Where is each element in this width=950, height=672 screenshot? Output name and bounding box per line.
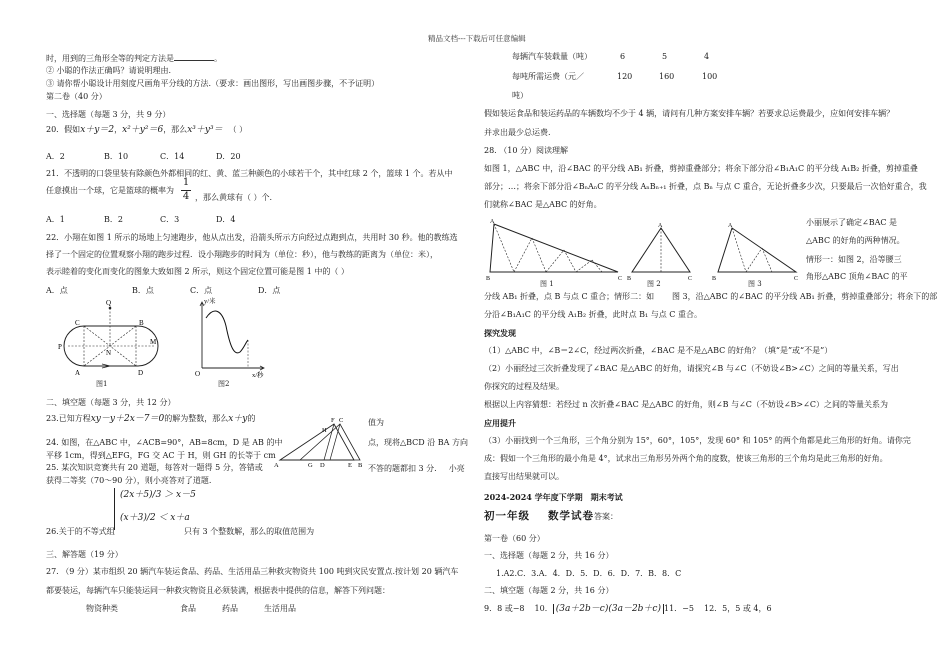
question-22-line-3: 表示睦着的变化而变化的图象大致如图 2 所示，则这个固定位置可能是图 1 中的（ ） (46, 267, 349, 276)
exam-year: 2024-2024 学年度下学期 期末考试 (484, 492, 623, 502)
fold1-label-b: B (486, 276, 491, 282)
fold1-label-a: A (490, 219, 495, 225)
text-line: 你探究的过程及结果。 (484, 382, 564, 391)
math-expr: x＋y＝2 (80, 125, 115, 135)
fig1-label-m: M (150, 338, 157, 346)
text-line: ③ 请你帮小聪设计用刻度尺画角平分线的方法.（要求：画出图形，写出画图步骤，不予证明） (46, 79, 380, 88)
text-span: 。 (214, 54, 222, 63)
table-header-cell: 物资种类 (86, 604, 118, 613)
table-cell: 5 (662, 52, 668, 61)
fig2-xlabel: x/秒 (252, 372, 264, 379)
figure-1-caption: 图1 (96, 380, 108, 388)
answer-10-label: 10． (534, 604, 553, 613)
text-span: 小亮 (448, 464, 465, 473)
text-line: 分沿∠B₁A₁C 的平分线 A₁B₂ 折叠，此时点 B₁ 与点 C 重合。 (484, 310, 702, 319)
text-line: ② 小聪的作法正确吗？请说明理由. (46, 66, 172, 75)
fig3-label-c: C (339, 417, 344, 424)
table-cell: 每辆汽车装载量（吨） (512, 52, 592, 61)
text-line: 们就称∠BAC 是△ABC 的好角。 (484, 200, 602, 209)
question-22-line-1: 22．小翔在如图 1 所示的场地上匀速跑步，他从点出发，沿箭头所示方向经过点跑到点，共用时 30 秒。他的教练选 (46, 233, 458, 242)
answer-9: 9．8 或−8 (484, 604, 525, 613)
side-text: 情形一：如图 2，沿等腰三 (806, 255, 902, 264)
question-25-right (368, 464, 465, 474)
fold2-label-c: C (688, 276, 693, 282)
text-line: 如图 1，△ABC 中，沿∠BAC 的平分线 AB₁ 折叠，剪掉重叠部分；将余下部分沿∠B₁A₁C 的平分线 A₁B₂ 折叠，剪掉重叠 (484, 164, 918, 173)
option: A．2 (46, 152, 65, 161)
text-line: 根据以上内容猜想：若经过 n 次折叠∠BAC 是△ABC 的好角，则∠B 与∠C（不妨设∠B>∠C）之间的等量关系为 (484, 400, 888, 409)
exam-title-answers: 答案： (594, 512, 618, 521)
table-header-cell: 食品 (180, 604, 196, 613)
subsection-heading: 应用提升 (484, 418, 516, 428)
fig1-label-p: P (58, 343, 62, 351)
question-28-heading: 28. （10 分）阅读理解 (484, 146, 568, 155)
question-25-line-1: 25. 某次知识竞赛共有 20 道题，每答对一题得 5 分，答错或 (46, 463, 263, 472)
fold3-label-a: A (728, 223, 733, 229)
fold-figure-caption: 图 2 (647, 280, 661, 288)
fig2-ylabel: y/米 (204, 298, 216, 305)
fig1-label-q: Q (106, 299, 112, 307)
option: D．20 (216, 152, 241, 161)
text-span: 任意摸出一个球，它是篮球的概率为 (46, 186, 174, 195)
fig3-label-e: E (348, 462, 352, 469)
text-line: （3）小丽找到一个三角形，三个角分别为 15°，60°，105°，发现 60° 和 105° 的两个角都是此三角形的好角。请你完 (484, 436, 911, 445)
table-header-cell: 生活用品 (264, 604, 296, 613)
option: B．10 (104, 152, 129, 161)
option: C．点 (190, 286, 213, 295)
table-cell: 6 (620, 52, 626, 61)
section-heading: 一、选择题（每题 3 分，共 9 分） (46, 110, 171, 119)
text-line: （1）△ABC 中，∠B＝2∠C，经过两次折叠，∠BAC 是不是△ABC 的好角？（填“是”或“不是”） (484, 346, 833, 355)
text-line: 分线 AB₁ 折叠，点 B 与点 C 重合；情形二：如 (484, 292, 655, 301)
text-span: 20．假如 (46, 125, 81, 134)
fold3-label-c: C (794, 276, 799, 282)
inequality-2: (x＋3)/2 ＜ x＋a (120, 513, 190, 523)
fig2-origin: O (195, 370, 201, 378)
system-brace (114, 488, 115, 530)
inequality-1: (2x＋5)/3 ＞ x－5 (120, 490, 196, 500)
subsection-heading: 探究发现 (484, 328, 516, 338)
option: A．点 (46, 286, 68, 295)
folding-figure-1 (484, 216, 624, 284)
fold3-label-b: B (712, 276, 717, 282)
text-line: 部分；…；将余下部分沿∠BₙAₙC 的平分线 AₙBₙ₊₁ 折叠，点 Bₙ 与点 C 重合，无论折叠多少次，只要最后一次恰好重合，我 (484, 182, 927, 191)
fold-figure-caption: 图 3 (748, 280, 762, 288)
exam-title-subject: 数学试卷 (548, 510, 594, 522)
answer-12: 12．5，5 或 4，6 (703, 604, 772, 613)
exam-title-grade: 初一年级 (484, 510, 530, 522)
question-20: 20．假如x＋y＝2，x²＋y²＝6，那么x³＋y³＝ （ ） (46, 125, 248, 135)
question-27-line-1: 27. （9 分）某市组织 20 辆汽车装运食品、药品、生活用品三种救灾物资共 100 吨到灾民安置点.按计划 20 辆汽车 (46, 567, 459, 576)
question-26-tail: 只有 3 个整数解，那么的取值范围为 (184, 527, 315, 536)
question-22-line-2: 择了一个固定的位置观察小翔的跑步过程．设小翔跑步的时间为（单位：秒），他与教练的距离为（单位：米）， (46, 250, 438, 259)
fraction-numerator: 1 (182, 177, 190, 188)
table-header-cell: 药品 (222, 604, 238, 613)
text-span: （ ） (228, 125, 248, 134)
text-span: 23.已知方程 (46, 414, 91, 423)
fig3-label-a: A (274, 462, 279, 469)
table-cell: 120 (617, 72, 633, 81)
fig3-label-h: H (322, 427, 327, 434)
answer-section-heading: 二、填空题（每题 2 分，共 16 分） (484, 586, 614, 595)
question-25-line-2: 获得二等奖（70～90 分），则小亮答对了道题. (46, 476, 212, 485)
table-cell: 160 (659, 72, 675, 81)
question-21-line-2 (46, 186, 174, 196)
table-cell: 4 (704, 52, 710, 61)
figure-triangle-translation (272, 414, 367, 469)
text-line: （2）小丽经过三次折叠发现了∠BAC 是△ABC 的好角，请探究∠B 与∠C（不妨设∠B>∠C）之间的等量关系，写出 (484, 364, 899, 373)
answer-10-math: (3a＋2b－c)(3a－2b＋c) (553, 604, 664, 614)
text-line: 假如装运食品和装运药品的车辆数均不少于 4 辆，请问有几种方案安排车辆？若要求总运费最少，应如何安排车辆？ (484, 109, 895, 118)
option: B．2 (104, 215, 123, 224)
text-span: 的 (247, 414, 256, 423)
text-line: 值为 (368, 418, 384, 427)
fig3-label-f: F (331, 417, 335, 424)
question-24-right: 点，现将△BCD 沿 BA 方向 (368, 438, 468, 447)
text-line: ，那么黄球有（ ）个. (195, 193, 273, 202)
question-24-line-1: 24. 如图，在△ABC 中，∠ACB=90°，AB=8cm，D 是 AB 的中 (46, 438, 283, 447)
text-span: ，那么 (163, 125, 188, 134)
fraction (181, 177, 191, 203)
folding-figure-2 (626, 222, 696, 282)
figure-1-track (58, 298, 168, 388)
question-24-line-2: 平移 1cm，得到△EFG，FG 交 AC 于 H，则 GH 的长等于 cm (46, 451, 276, 460)
side-text: 小丽展示了确定∠BAC 是 (806, 218, 898, 227)
text-line: 成：假如一个三角形的最小角是 4°，试求出三角形另外两个角的度数，使该三角形的三个角均是此三角形的好角。 (484, 454, 888, 463)
math-expr: x³＋y³＝ (187, 125, 223, 135)
question-26-lead: 26.关于的不等式组 (46, 527, 115, 536)
text-line: 直接写出结果就可以。 (484, 472, 564, 481)
text-span: 的解为整数，那么 (164, 414, 229, 423)
table-cell: 100 (702, 72, 718, 81)
math-expr: xy－y＋2x－7＝0 (90, 414, 165, 424)
table-cell: 吨） (512, 91, 528, 100)
fold2-label-b: B (627, 276, 632, 282)
folding-figure-3 (710, 222, 802, 282)
fig1-label-a: A (75, 369, 81, 377)
fold-figure-caption: 图 1 (540, 280, 554, 288)
math-expr: x²＋y²＝6 (122, 125, 164, 135)
text-span: 不答的题都扣 3 分. (368, 464, 437, 473)
answer-content: 1.A2.C．3.A．4．D．5．D．6．D．7．B．8．C (496, 569, 682, 578)
answer-11: 11．−5 (664, 604, 694, 613)
fraction-denominator: 4 (182, 190, 190, 202)
fold2-label-a: A (658, 223, 663, 229)
question-27-line-2: 都要装运，每辆汽车只能装运同一种救灾物资且必须装满，根据表中提供的信息，解答下列问题： (46, 586, 390, 595)
fig3-label-b: B (358, 462, 363, 469)
answer-content (484, 604, 772, 615)
math-expr: x＋y (228, 414, 248, 424)
fold1-label-c: C (618, 276, 623, 282)
fig1-label-b: B (139, 319, 144, 327)
section-heading: 二、填空题（每题 3 分，共 12 分） (46, 398, 176, 407)
question-23 (46, 414, 255, 425)
option: C．3 (160, 215, 180, 224)
text-line: 并求出最少总运费. (484, 128, 551, 137)
section-heading: 三、解答题（19 分） (46, 550, 123, 559)
fig1-label-c: C (75, 319, 80, 327)
option: B．点 (132, 286, 154, 295)
answer-section-heading: 一、选择题（每题 2 分，共 16 分） (484, 551, 614, 560)
answer-blank (174, 53, 214, 61)
page-header: 精品文档---下载后可任意编辑 (428, 34, 526, 43)
question-21-line-1: 21．不透明的口袋里装有除颜色外都相同的红、黄、蓝三种颜色的小球若干个，其中红球 2 个，篮球 1 个。若从中 (46, 169, 453, 178)
text-span: 时，用到的三角形全等的判定方法是 (46, 54, 174, 63)
table-cell: 每吨所需运费（元／ (512, 72, 584, 81)
exam-title (484, 510, 618, 523)
side-text: △ABC 的好角的两种情况。 (806, 236, 905, 245)
fig1-label-d: D (138, 369, 144, 377)
text-line (46, 53, 222, 64)
figure-2-graph (190, 296, 270, 382)
text-line: 图 3，沿△ABC 的∠BAC 的平分线 AB₁ 折叠，剪掉重叠部分；将余下的部 (672, 292, 938, 301)
option: D．4 (216, 215, 236, 224)
fig3-label-d: D (320, 462, 325, 469)
answer-part-heading: 第一卷（60 分） (484, 534, 545, 543)
option: A．1 (46, 215, 65, 224)
fig3-label-g: G (308, 462, 313, 469)
option: C．14 (160, 152, 185, 161)
part-heading: 第二卷（40 分） (46, 92, 107, 101)
option: D．点 (258, 286, 281, 295)
figure-2-caption: 图2 (218, 380, 230, 388)
fig1-label-n: N (106, 349, 112, 357)
side-text: 角形△ABC 顶角∠BAC 的平 (806, 272, 908, 281)
